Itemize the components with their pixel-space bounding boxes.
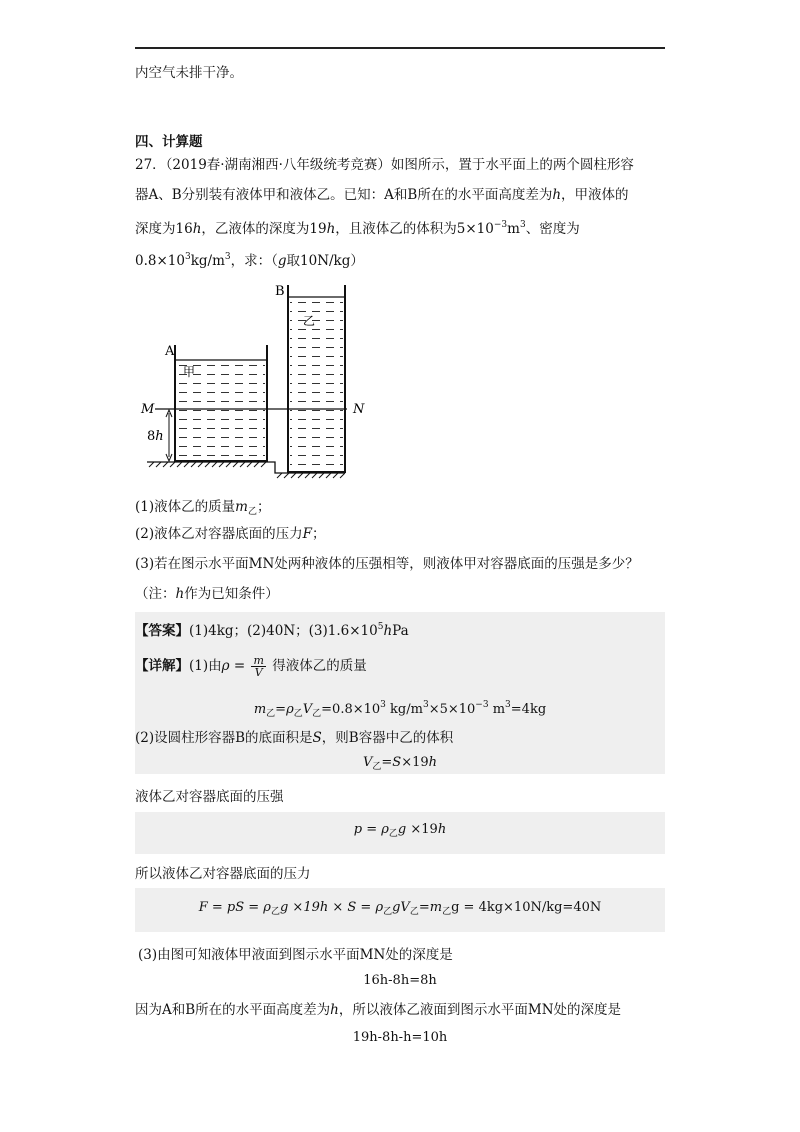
equation-4: F = pS = $\rho_乙g \times 19h \times S = \rho_乙gV_乙=m_乙g = 4kg\times 10N/kg=40N$ — [198, 900, 602, 917]
label-m: M — [141, 402, 155, 417]
label-n: N — [353, 402, 365, 417]
detail-intro: 【详解】(1)由ρ = $\frac{m}{V}$ 得液体乙的质量 — [135, 654, 367, 679]
liquid-yi — [290, 297, 343, 470]
top-rule — [135, 47, 665, 49]
sub-question-3: (3)若在图示水平面MN处两种液体的压强相等，则液体甲对容器底面的压强是多少？ — [135, 556, 639, 572]
question-line-3: 深度为16h，乙液体的深度为19h，且液体乙的体积为$5\times 10^{-3}m^3$、密度为 — [135, 220, 580, 237]
detail-part-3-cont: 因为A和B所在的水平面高度差为h，所以液体乙液面到图示水平面MN处的深度是 — [135, 1002, 622, 1018]
equation-3: $p = \rho_乙g \times 19h$ — [353, 822, 447, 839]
label-yi: 乙 — [303, 314, 316, 328]
detail-force-label: 所以液体乙对容器底面的压力 — [135, 866, 311, 882]
sub-question-1: (1)液体乙的质量$m_乙$； — [135, 499, 271, 517]
fraction-m-over-v: $\frac{m}{V}$ — [253, 654, 264, 679]
equation-6: 19h-8h-h=10h — [352, 1030, 448, 1045]
label-8h: 8h — [147, 429, 164, 444]
container-figure — [135, 280, 365, 485]
equation-1: $m_乙=\rho_乙V_乙=0.8\times 10^3$ $kg/m^3\times 5\times 10^{-3}$ $m^3=4kg$ — [253, 700, 547, 719]
label-b: B — [275, 284, 285, 299]
equation-5: 16h-8h=8h — [363, 973, 437, 988]
question-line-2: 器A、B分别装有液体甲和液体乙。已知：A和B所在的水平面高度差为h，甲液体的 — [135, 187, 629, 203]
detail-part-2: (2)设圆柱形容器B的底面积是S，则B容器中乙的体积 — [135, 730, 454, 746]
question-note: （注：h作为已知条件） — [135, 586, 279, 602]
label-a: A — [165, 344, 175, 359]
equation-2: $V_乙=S\times 19h$ — [362, 755, 438, 772]
section-title: 四、计算题 — [135, 134, 203, 150]
question-line-4: $0.8\times 10^3kg/m^3$，求：（g取10N/kg） — [135, 252, 364, 269]
top-line: 内空气未排干净。 — [135, 65, 243, 81]
label-jia: 甲 — [183, 365, 196, 379]
question-line-1: 27．（2019春·湖南湘西·八年级统考竞赛）如图所示，置于水平面上的两个圆柱形容 — [135, 157, 634, 173]
sub-question-2: (2)液体乙对容器底面的压力F； — [135, 526, 326, 542]
answer-line: 【答案】(1)4kg；(2)40N；$(3)1.6\times 10^5hPa$ — [135, 622, 409, 639]
detail-part-3: (3)由图可知液体甲液面到图示水平面MN处的深度是 — [138, 947, 453, 963]
detail-pressure-label: 液体乙对容器底面的压强 — [135, 789, 284, 805]
